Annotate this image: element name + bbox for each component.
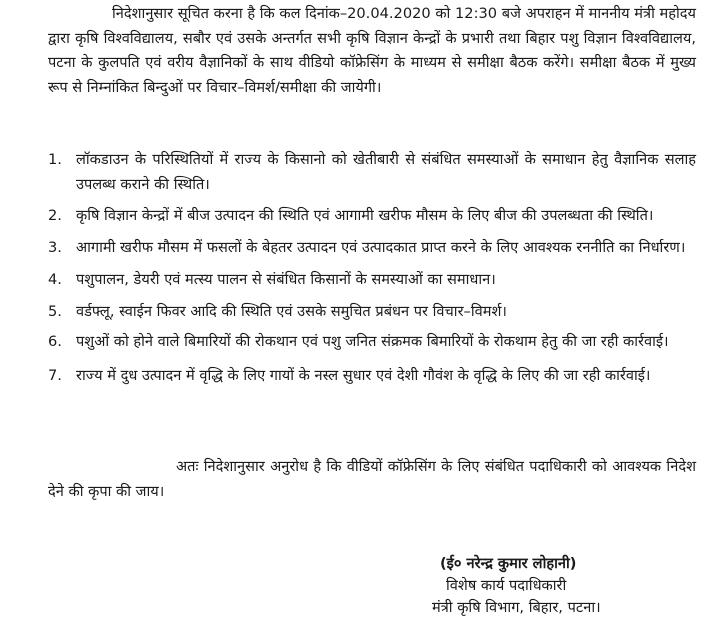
list-item-text: आगामी खरीफ मौसम में फसलों के बेहतर उत्पादन एवं उत्पादकात प्राप्त करने के लिए आवश्यक रननीति का निर्धारण। bbox=[76, 238, 686, 256]
list-item-text: पशुओं को होने वाले बिमारियों की रोकथान एवं पशु जनित संक्रमक बिमारियों के रोकथाम हेतु की जा रही कार्रवाई। bbox=[76, 333, 669, 350]
list-item-number: 7. bbox=[48, 366, 62, 384]
list-item bbox=[48, 330, 696, 355]
list-item-number: 5. bbox=[48, 302, 62, 320]
closing-paragraph: अतः निदेशानुसार अनुरोध है कि वीडियों कॉफ्रेसिंग के लिए संबंधित पदाधिकारी को आवश्यक निदेश देने की कृपा की जाय। bbox=[48, 458, 696, 500]
signatory-title: विशेष कार्य पदाधिकारी bbox=[446, 577, 567, 594]
agenda-list bbox=[48, 148, 696, 389]
signatory-name: (ई० नरेन्द्र कुमार लोहानी) bbox=[440, 555, 577, 572]
list-item bbox=[48, 236, 696, 261]
list-item bbox=[48, 364, 696, 389]
list-item-text: कृषि विज्ञान केन्द्रों में बीज उत्पादन की स्थिति एवं आगामी खरीफ मौसम के लिए बीज की उपलब्धता की स्थिति। bbox=[76, 207, 654, 224]
list-item bbox=[48, 268, 696, 293]
intro-paragraph: निदेशानुसार सूचित करना है कि कल दिनांक–20.04.2020 को 12:30 बजे अपराहन में माननीय मंत्री महोदय द्वारा कृषि विश्वविद्यालय, सबौर एवं उसके अन्तर्गत सभी कृषि विज्ञान केन्द्रों के प्रभारी तथा बिहार पशु विज्ञान विश्वविद्यालय, पटना के कुलपति एवं वरीय वैज्ञानिकों के साथ वीडियो कॉफ्रेसिंग के माध्यम से समीक्षा बैठक करेंगे। समीक्षा बैठक में मुख्य रूप से निम्नांकित बिन्दुओं पर विचार–विमर्श/समीक्षा की जायेगी। bbox=[48, 5, 696, 96]
list-item-text: लॉकडाउन के परिस्थितियों में राज्य के किसानो को खेतीबारी से संबंधित समस्याओं के समाधान हेतु वैज्ञानिक सलाह उपलब्ध कराने की स्थिति। bbox=[76, 151, 696, 193]
list-item-number: 4. bbox=[48, 271, 62, 288]
list-item-number: 2. bbox=[48, 207, 62, 224]
list-item-number: 1. bbox=[48, 151, 62, 168]
list-item-text: पशुपालन, डेयरी एवं मत्स्य पालन से संबंधित किसानों के समस्याओं का समाधान। bbox=[76, 271, 496, 288]
list-item bbox=[48, 148, 696, 197]
list-item-text: राज्य में दुध उत्पादन में वृद्धि के लिए गायों के नस्ल सुधार एवं देशी गौवंश के वृद्धि के लिए की जा रही कार्रवाई। bbox=[76, 366, 651, 384]
signature-block bbox=[432, 553, 692, 619]
list-item-text: वर्डफ्लू, स्वाईन फिवर आदि की स्थिति एवं उसके समुचित प्रबंधन पर विचार–विमर्श। bbox=[76, 302, 507, 320]
signatory-office: मंत्री कृषि विभाग, बिहार, पटना। bbox=[432, 599, 601, 616]
list-item-number: 6. bbox=[48, 333, 62, 350]
list-item bbox=[48, 204, 696, 229]
list-item bbox=[48, 300, 696, 325]
list-item-number: 3. bbox=[48, 238, 62, 256]
